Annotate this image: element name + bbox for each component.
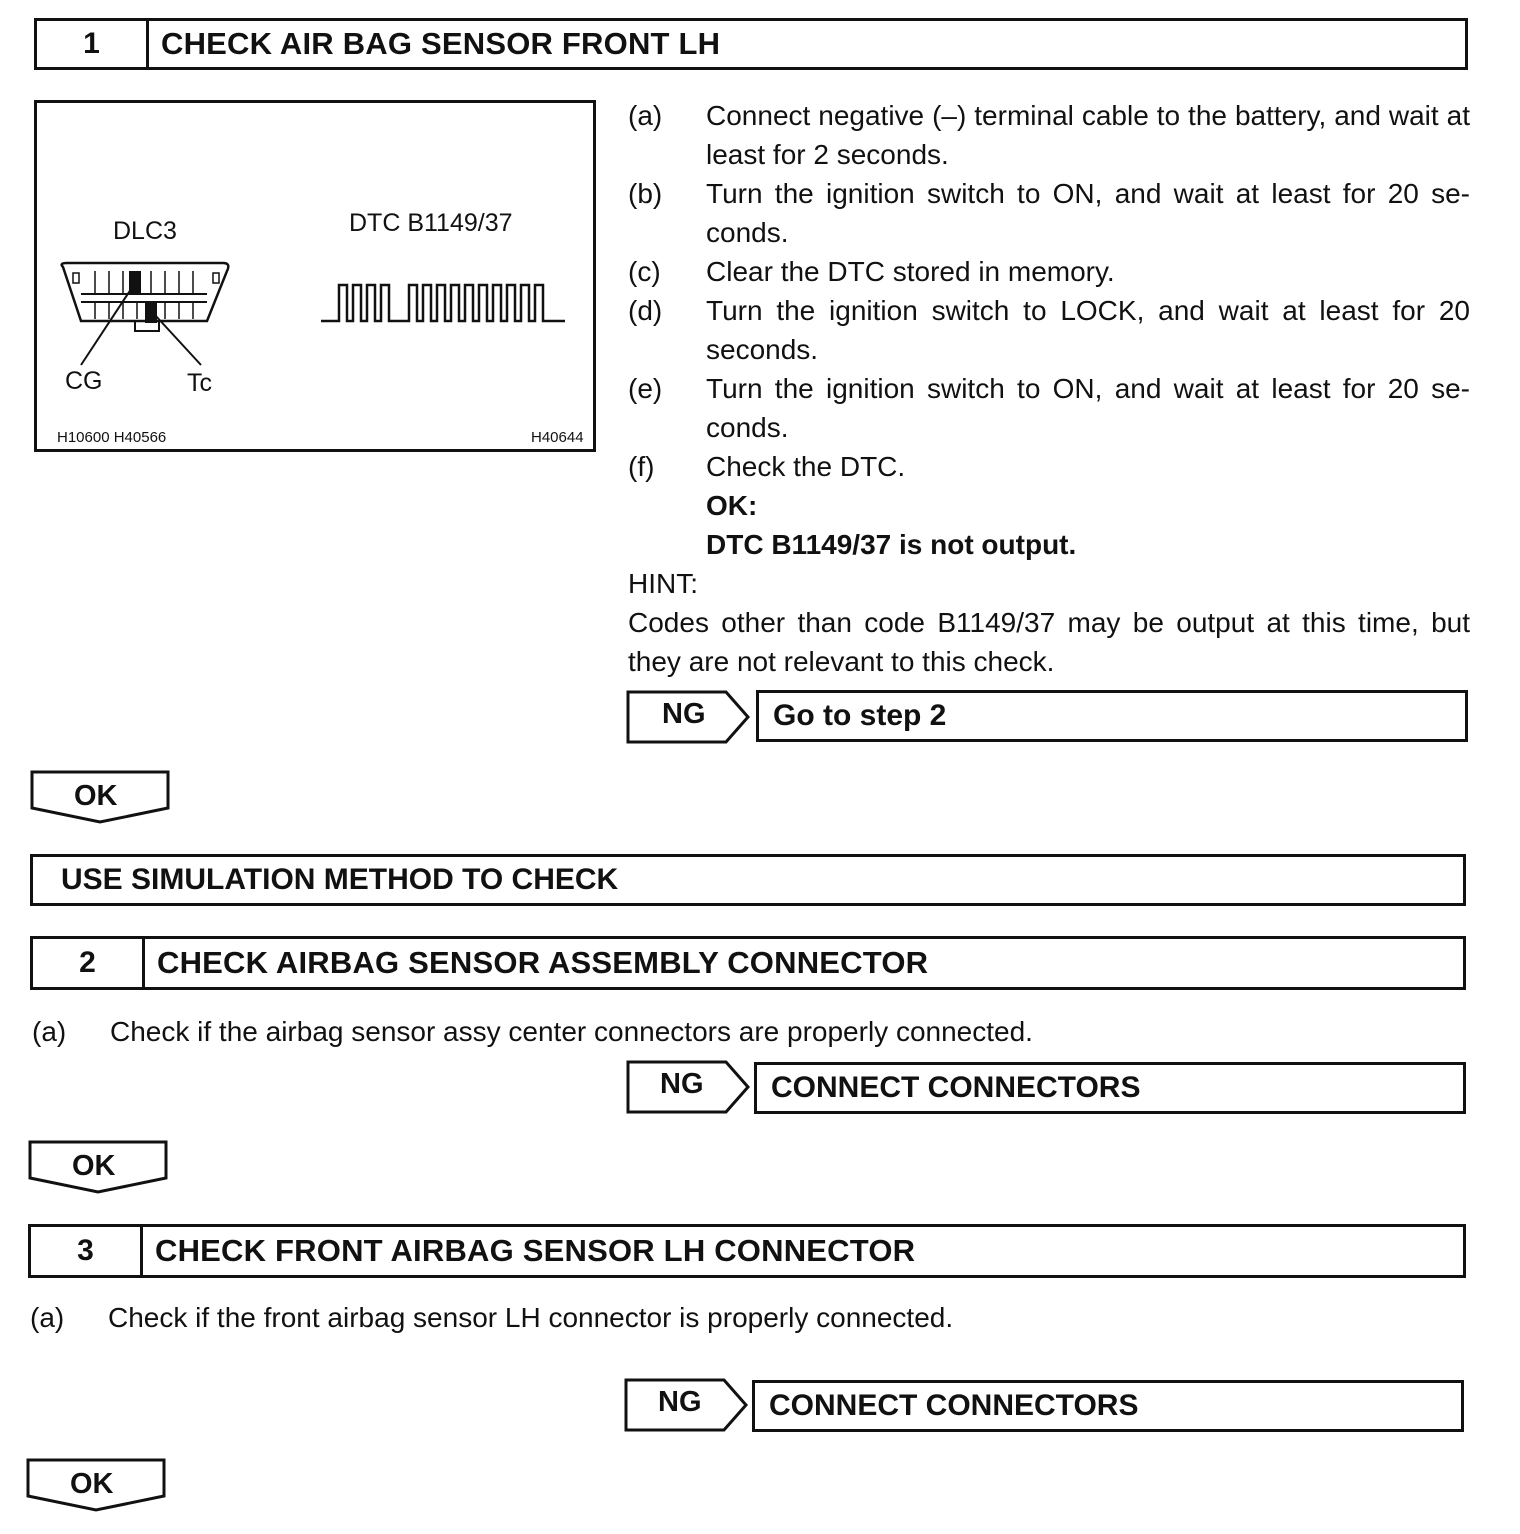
list-item bbox=[628, 447, 1470, 486]
ng-label-step3: NG bbox=[658, 1386, 702, 1418]
step3-title: CHECK FRONT AIRBAG SENSOR LH CONNECTOR bbox=[155, 1233, 916, 1268]
list-item bbox=[628, 291, 1470, 369]
step3-text: Check if the front airbag sensor LH connector is properly connected. bbox=[108, 1302, 954, 1333]
hint-label: HINT: bbox=[628, 568, 698, 599]
step2-letter: (a) bbox=[32, 1016, 67, 1047]
item-text: Clear the DTC stored in memory. bbox=[706, 256, 1115, 287]
figure-pin-tc: Tc bbox=[187, 369, 212, 397]
ng-label-step2: NG bbox=[660, 1068, 704, 1100]
step2-number: 2 bbox=[33, 939, 145, 987]
list-item bbox=[628, 96, 1470, 174]
step1-instructions bbox=[628, 96, 1470, 681]
figure-code-right: H40644 bbox=[531, 429, 584, 446]
hint-text: Codes other than code B1149/37 may be output at this time, but they are not relevant to this check. bbox=[628, 607, 1470, 677]
item-text: Check the DTC. bbox=[706, 451, 906, 482]
dlc3-figure bbox=[34, 100, 596, 452]
step3-letter: (a) bbox=[30, 1302, 65, 1333]
figure-dtc-label: DTC B1149/37 bbox=[349, 209, 513, 237]
step1-number: 1 bbox=[37, 21, 149, 67]
item-letter: (e) bbox=[628, 373, 663, 404]
item-letter: (f) bbox=[628, 451, 655, 482]
ng-label-step1: NG bbox=[662, 698, 706, 730]
ok-condition: DTC B1149/37 is not output. bbox=[706, 529, 1077, 560]
step3-header bbox=[28, 1224, 1466, 1278]
figure-code-left: H10600 H40566 bbox=[57, 429, 167, 446]
item-text: Connect negative (–) terminal cable to the battery, and wait at least for 2 seconds. bbox=[706, 100, 1470, 170]
step3-number: 3 bbox=[31, 1227, 143, 1275]
ok-label-step2: OK bbox=[72, 1150, 116, 1182]
ng-result-step1: Go to step 2 bbox=[756, 690, 1468, 742]
step1-header bbox=[34, 18, 1468, 70]
ok-label: OK: bbox=[706, 490, 758, 521]
ok-label-step1: OK bbox=[74, 780, 118, 812]
list-item bbox=[628, 174, 1470, 252]
figure-pin-cg: CG bbox=[65, 367, 103, 395]
item-letter: (c) bbox=[628, 256, 661, 287]
step2-title: CHECK AIRBAG SENSOR ASSEMBLY CONNECTOR bbox=[157, 945, 929, 980]
item-letter: (b) bbox=[628, 178, 663, 209]
dlc3-connector-drawing bbox=[37, 103, 593, 449]
step1-title: CHECK AIR BAG SENSOR FRONT LH bbox=[161, 26, 721, 61]
figure-dlc3-label: DLC3 bbox=[113, 217, 177, 245]
item-letter: (d) bbox=[628, 295, 663, 326]
list-item bbox=[628, 252, 1470, 291]
step2-header bbox=[30, 936, 1466, 990]
item-text: Turn the ignition switch to LOCK, and wait at least for 20 seconds. bbox=[706, 295, 1470, 365]
list-item bbox=[628, 369, 1470, 447]
item-text: Turn the ignition switch to ON, and wait at least for 20 se-conds. bbox=[706, 178, 1470, 248]
ng-result-step3: CONNECT CONNECTORS bbox=[752, 1380, 1464, 1432]
ng-result-step2: CONNECT CONNECTORS bbox=[754, 1062, 1466, 1114]
item-text: Turn the ignition switch to ON, and wait at least for 20 se-conds. bbox=[706, 373, 1470, 443]
step2-text: Check if the airbag sensor assy center connectors are properly connected. bbox=[110, 1016, 1033, 1047]
item-letter: (a) bbox=[628, 100, 663, 131]
ok-label-step3: OK bbox=[70, 1468, 114, 1500]
simulation-box: USE SIMULATION METHOD TO CHECK bbox=[30, 854, 1466, 906]
